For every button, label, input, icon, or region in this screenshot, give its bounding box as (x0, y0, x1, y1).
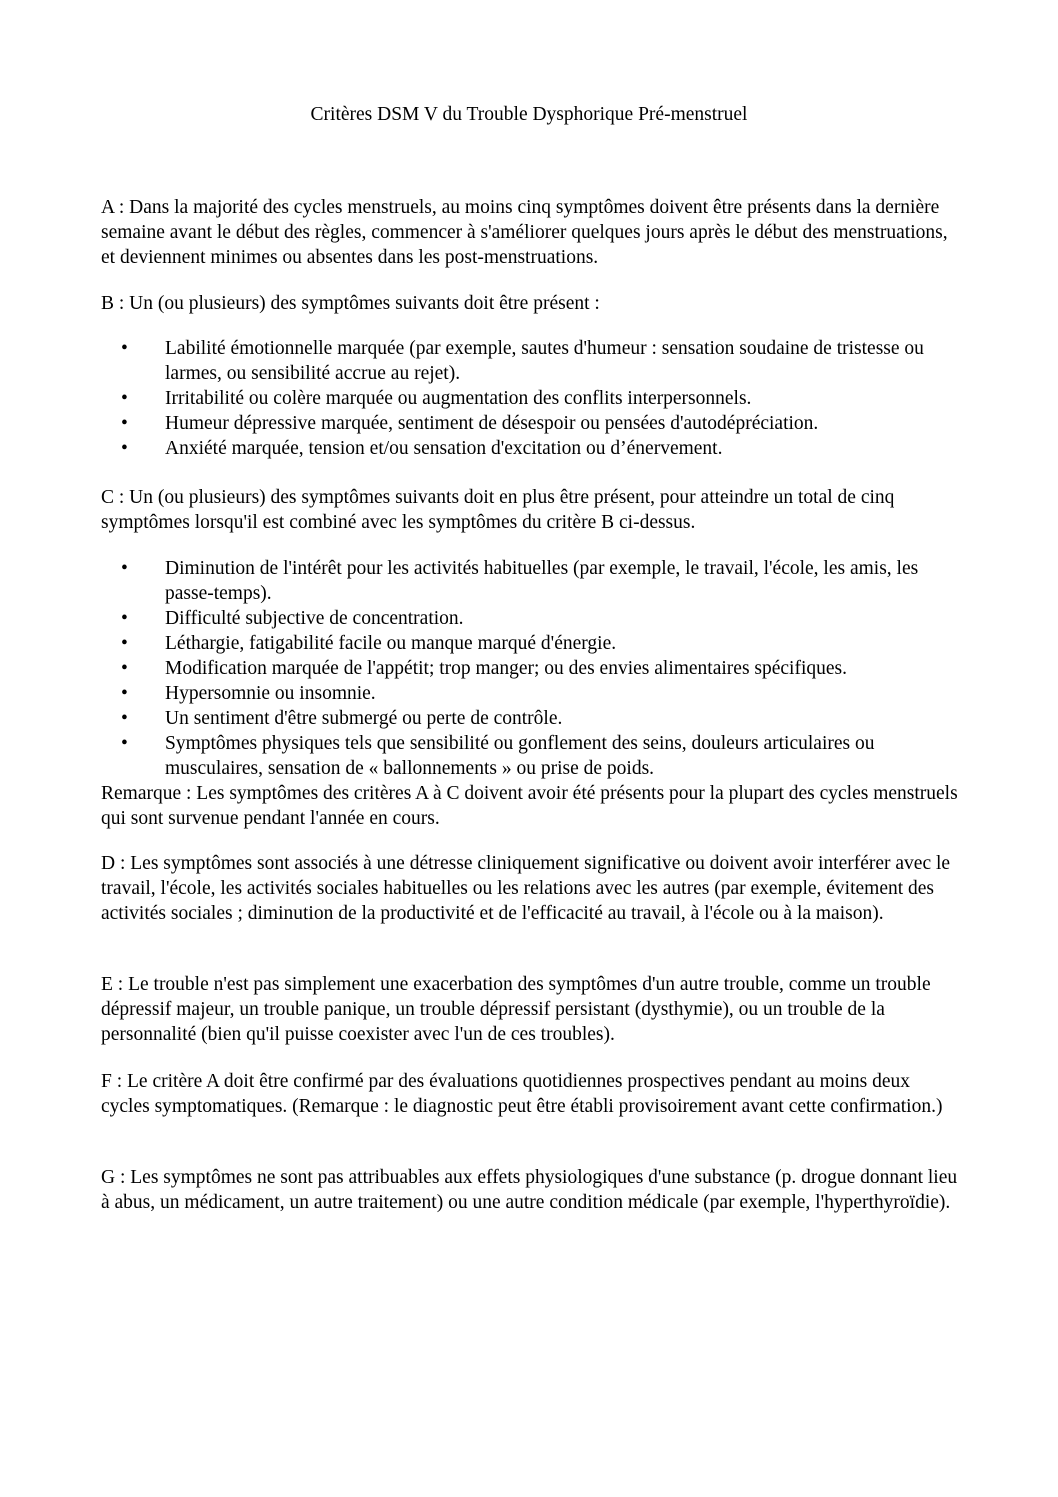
list-item (101, 681, 961, 706)
list-item-text: Symptômes physiques tels que sensibilité ou gonflement des seins, douleurs articulaires ou musculaires, sensation de « ballonnements » ou prise de poids. (165, 733, 875, 779)
criterion-c-intro: C : Un (ou plusieurs) des symptômes suivants doit en plus être présent, pour atteindre un total de cinq symptômes lorsqu'il est combiné avec les symptômes du critère B ci-dessus. (101, 487, 895, 533)
criterion-c-list (101, 556, 961, 781)
list-item (101, 606, 961, 631)
criterion-c-remark: Remarque : Les symptômes des critères A à C doivent avoir été présents pour la plupart des cycles menstruels qui sont survenue pendant l'année en cours. (101, 783, 958, 829)
bullet-icon: • (121, 708, 128, 729)
bullet-icon: • (121, 633, 128, 654)
list-item-text: Un sentiment d'être submergé ou perte de contrôle. (165, 708, 563, 729)
bullet-icon: • (121, 388, 128, 409)
list-item (101, 386, 961, 411)
list-item-text: Modification marquée de l'appétit; trop manger; ou des envies alimentaires spécifiques. (165, 658, 848, 679)
criterion-d-paragraph: D : Les symptômes sont associés à une détresse cliniquement significative ou doivent avoir interférer avec le travail, l'école, les activités sociales habituelles ou les relations avec les autres (par exemple, évitement des activités sociales ; diminution de la productivité et de l'efficacité au travail, à l'école ou à la maison). (101, 853, 951, 924)
criterion-g-paragraph: G : Les symptômes ne sont pas attribuables aux effets physiologiques d'une substance (p. drogue donnant lieu à abus, un médicament, un autre traitement) ou une autre condition médicale (par exemple, l'hyperthyroïdie). (101, 1167, 958, 1213)
bullet-icon: • (121, 658, 128, 679)
criterion-e-paragraph: E : Le trouble n'est pas simplement une exacerbation des symptômes d'un autre trouble, comme un trouble dépressif majeur, un trouble panique, un trouble dépressif persistant (dysthymie), ou un trouble de la personnalité (bien qu'il puisse coexister avec l'un de ces troubles). (101, 974, 931, 1045)
list-item (101, 556, 961, 606)
list-item-text: Anxiété marquée, tension et/ou sensation d'excitation ou d’énervement. (165, 438, 723, 459)
bullet-icon: • (121, 438, 128, 459)
list-item (101, 731, 961, 781)
bullet-icon: • (121, 683, 128, 704)
criterion-b-intro: B : Un (ou plusieurs) des symptômes suivants doit être présent : (101, 293, 600, 314)
list-item (101, 436, 961, 461)
list-item-text: Hypersomnie ou insomnie. (165, 683, 376, 704)
list-item-text: Irritabilité ou colère marquée ou augmentation des conflits interpersonnels. (165, 388, 752, 409)
criterion-b-list (101, 336, 961, 461)
criterion-a-paragraph: A : Dans la majorité des cycles menstruels, au moins cinq symptômes doivent être présents dans la dernière semaine avant le début des règles, commencer à s'améliorer quelques jours après le début des menstruations, et deviennent minimes ou absentes dans les post-menstruations. (101, 197, 948, 268)
list-item-text: Labilité émotionnelle marquée (par exemple, sautes d'humeur : sensation soudaine de tristesse ou larmes, ou sensibilité accrue au rejet). (165, 338, 924, 384)
list-item-text: Léthargie, fatigabilité facile ou manque marqué d'énergie. (165, 633, 617, 654)
list-item-text: Humeur dépressive marquée, sentiment de désespoir ou pensées d'autodépréciation. (165, 413, 819, 434)
list-item (101, 336, 961, 386)
list-item-text: Difficulté subjective de concentration. (165, 608, 464, 629)
bullet-icon: • (121, 338, 128, 359)
list-item (101, 631, 961, 656)
bullet-icon: • (121, 733, 128, 754)
bullet-icon: • (121, 608, 128, 629)
list-item (101, 656, 961, 681)
list-item-text: Diminution de l'intérêt pour les activités habituelles (par exemple, le travail, l'école, les amis, les passe-temps). (165, 558, 919, 604)
bullet-icon: • (121, 413, 128, 434)
list-item (101, 706, 961, 731)
bullet-icon: • (121, 558, 128, 579)
list-item (101, 411, 961, 436)
document-title: Critères DSM V du Trouble Dysphorique Pré-menstruel (310, 104, 748, 125)
criterion-f-paragraph: F : Le critère A doit être confirmé par des évaluations quotidiennes prospectives pendant au moins deux cycles symptomatiques. (Remarque : le diagnostic peut être établi provisoirement avant cette confirmation.) (101, 1071, 943, 1117)
